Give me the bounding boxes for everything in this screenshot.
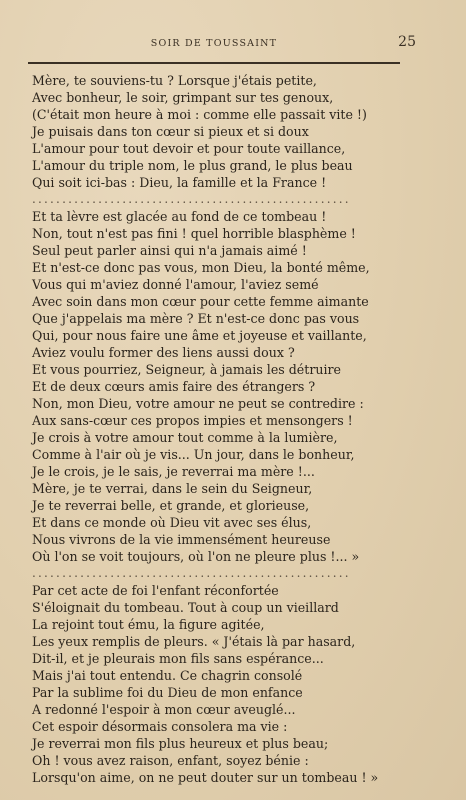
verse-line: Non, mon Dieu, votre amour ne peut se contredire : xyxy=(32,396,364,411)
stanza-1 xyxy=(32,72,382,191)
dotted-separator: ..................................................... xyxy=(32,192,351,206)
verse-line: Par cet acte de foi l'enfant réconfortée xyxy=(32,583,279,598)
verse-line: A redonné l'espoir à mon cœur aveuglé... xyxy=(32,702,296,717)
verse-line: Et dans ce monde où Dieu vit avec ses élus, xyxy=(32,515,312,530)
verse-line: L'amour pour tout devoir et pour toute vaillance, xyxy=(32,141,346,156)
verse-line: Où l'on se voit toujours, où l'on ne pleure plus !... » xyxy=(32,549,360,564)
verse-line: Mais j'ai tout entendu. Ce chagrin consolé xyxy=(32,668,303,683)
verse-line: Dit-il, et je pleurais mon fils sans espérance... xyxy=(32,651,324,666)
verse-line: Et vous pourriez, Seigneur, à jamais les détruire xyxy=(32,362,341,377)
running-title: SOIR DE TOUSSAINT xyxy=(150,38,278,49)
verse-line: Lorsqu'on aime, on ne peut douter sur un tombeau ! » xyxy=(32,770,379,785)
verse-line: Mère, te souviens-tu ? Lorsque j'étais petite, xyxy=(32,73,317,88)
verse-line: Qui soit ici-bas : Dieu, la famille et la France ! xyxy=(32,175,327,190)
verse-line: S'éloignait du tombeau. Tout à coup un vieillard xyxy=(32,600,339,615)
verse-line: Oh ! vous avez raison, enfant, soyez bénie : xyxy=(32,753,309,768)
verse-line: Seul peut parler ainsi qui n'a jamais aimé ! xyxy=(32,243,307,258)
verse-line: Aux sans-cœur ces propos impies et mensongers ! xyxy=(32,413,353,428)
verse-line: (C'était mon heure à moi : comme elle passait vite !) xyxy=(32,107,367,122)
verse-line: Et ta lèvre est glacée au fond de ce tombeau ! xyxy=(32,209,327,224)
verse-line: Comme à l'air où je vis... Un jour, dans le bonheur, xyxy=(32,447,355,462)
verse-line: Avec soin dans mon cœur pour cette femme aimante xyxy=(32,294,369,309)
stanza-2 xyxy=(32,208,382,565)
verse-line: Je reverrai mon fils plus heureux et plus beau; xyxy=(32,736,329,751)
stanza-3 xyxy=(32,582,382,786)
verse-line: Les yeux remplis de pleurs. « J'étais là par hasard, xyxy=(32,634,356,649)
verse-line: Mère, je te verrai, dans le sein du Seigneur, xyxy=(32,481,313,496)
verse-line: Qui, pour nous faire une âme et joyeuse et vaillante, xyxy=(32,328,367,343)
verse-line: Que j'appelais ma mère ? Et n'est-ce donc pas vous xyxy=(32,311,360,326)
verse-line: Et n'est-ce donc pas vous, mon Dieu, la bonté même, xyxy=(32,260,370,275)
verse-line: Je te reverrai belle, et grande, et glorieuse, xyxy=(32,498,310,513)
verse-line: Nous vivrons de la vie immensément heureuse xyxy=(32,532,331,547)
verse-line: Avec bonheur, le soir, grimpant sur tes genoux, xyxy=(32,90,334,105)
dotted-separator: ..................................................... xyxy=(32,566,351,580)
verse-line: L'amour du triple nom, le plus grand, le plus beau xyxy=(32,158,353,173)
header-rule xyxy=(28,62,400,64)
verse-line: Et de deux cœurs amis faire des étrangers ? xyxy=(32,379,316,394)
page-number: 25 xyxy=(398,34,416,50)
verse-line: Par la sublime foi du Dieu de mon enfance xyxy=(32,685,303,700)
verse-line: Je puisais dans ton cœur si pieux et si doux xyxy=(32,124,309,139)
verse-line: Cet espoir désormais consolera ma vie : xyxy=(32,719,288,734)
verse-line: La rejoint tout ému, la figure agitée, xyxy=(32,617,265,632)
verse-line: Non, tout n'est pas fini ! quel horrible blasphème ! xyxy=(32,226,356,241)
verse-line: Je le crois, je le sais, je reverrai ma mère !... xyxy=(32,464,315,479)
verse-line: Vous qui m'aviez donné l'amour, l'aviez semé xyxy=(32,277,319,292)
verse-line: Aviez voulu former des liens aussi doux ? xyxy=(32,345,295,360)
page-header xyxy=(28,34,416,56)
verse-line: Je crois à votre amour tout comme à la lumière, xyxy=(32,430,338,445)
poem-body xyxy=(32,72,382,786)
